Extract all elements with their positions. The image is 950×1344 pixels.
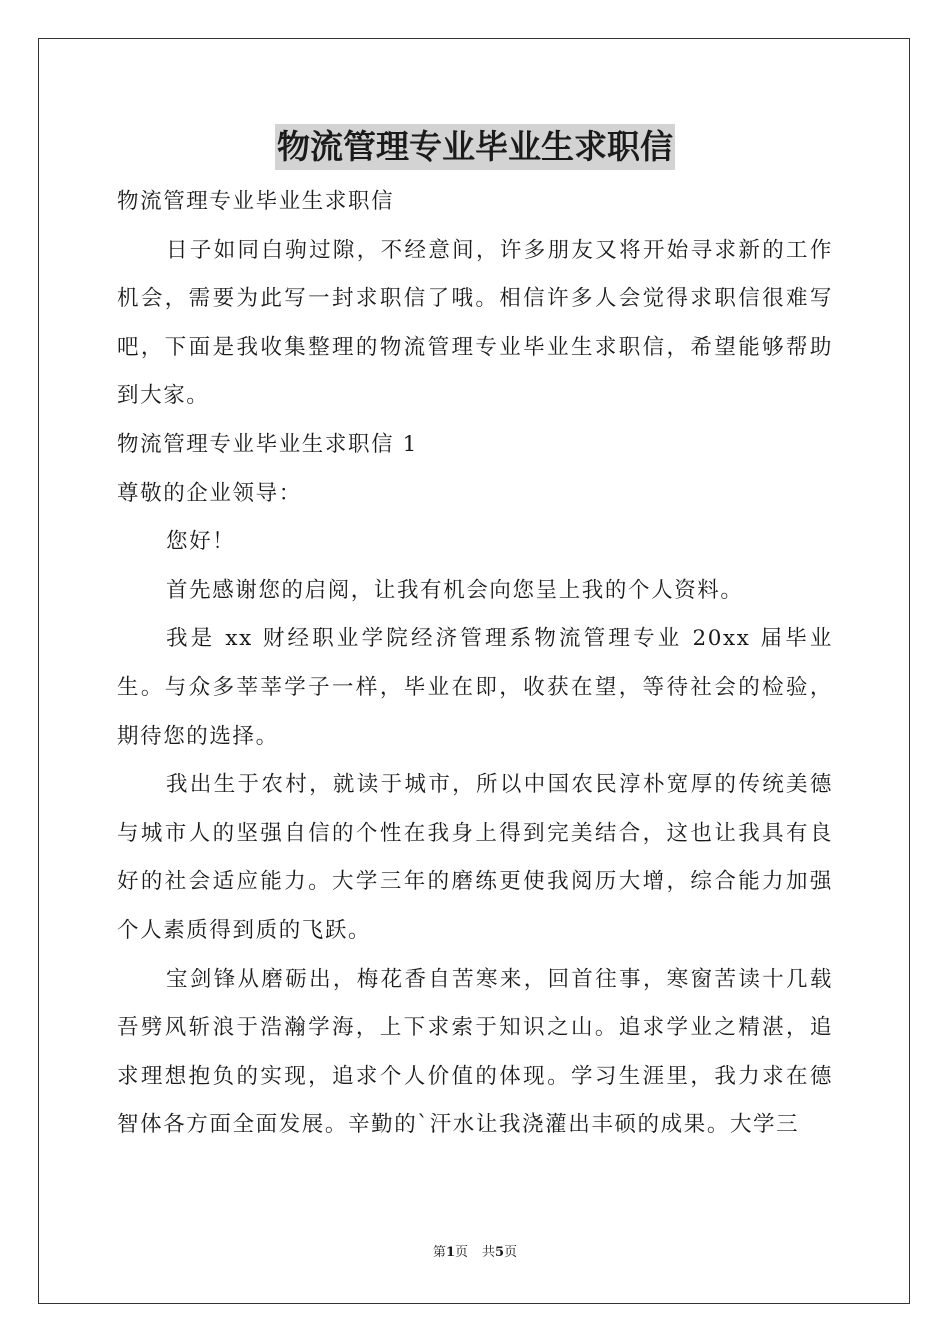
paragraph: 日子如同白驹过隙，不经意间，许多朋友又将开始寻求新的工作机会，需要为此写一封求职信了哦。相信许多人会觉得求职信很难写吧，下面是我收集整理的物流管理专业毕业生求职信，希望能够帮助到大家。 [117,237,833,409]
title-container [0,124,950,170]
paragraph: 我是 xx 财经职业学院经济管理系物流管理专业 20xx 届毕业生。与众多莘莘学子一样，毕业在即，收获在望，等待社会的检验，期待您的选择。 [117,626,833,749]
paragraph: 首先感谢您的启阅，让我有机会向您呈上我的个人资料。 [166,577,744,603]
greeting: 您好！ [166,529,236,555]
salutation: 尊敬的企业领导： [117,480,302,506]
page-label-prefix: 第 [432,1245,446,1260]
paragraph: 宝剑锋从磨砺出，梅花香自苦寒来，回首往事，寒窗苦读十几载吾劈风斩浪于浩瀚学海，上下求索于知识之山。追求学业之精湛，追求理想抱负的实现，追求个人价值的体现。学习生涯里，我力求在德智体各方面全面发展。辛勤的`汗水让我浇灌出丰硕的成果。大学三 [117,966,833,1138]
page-label-suffix: 页 [454,1245,468,1260]
document-body [117,178,833,1150]
paragraph: 我出生于农村，就读于城市，所以中国农民淳朴宽厚的传统美德与城市人的坚强自信的个性在我身上得到完美结合，这也让我具有良好的社会适应能力。大学三年的磨练更使我阅历大增，综合能力加强个人素质得到质的飞跃。 [117,772,833,943]
page-current: 1 [445,1245,455,1260]
document-title: 物流管理专业毕业生求职信 [275,124,675,170]
page-footer [0,1244,950,1262]
total-label-prefix: 共 [482,1245,496,1260]
total-label-suffix: 页 [504,1245,518,1260]
paragraph: 物流管理专业毕业生求职信 [117,189,395,214]
page-total: 5 [495,1245,505,1260]
section-heading: 物流管理专业毕业生求职信 1 [117,431,418,457]
